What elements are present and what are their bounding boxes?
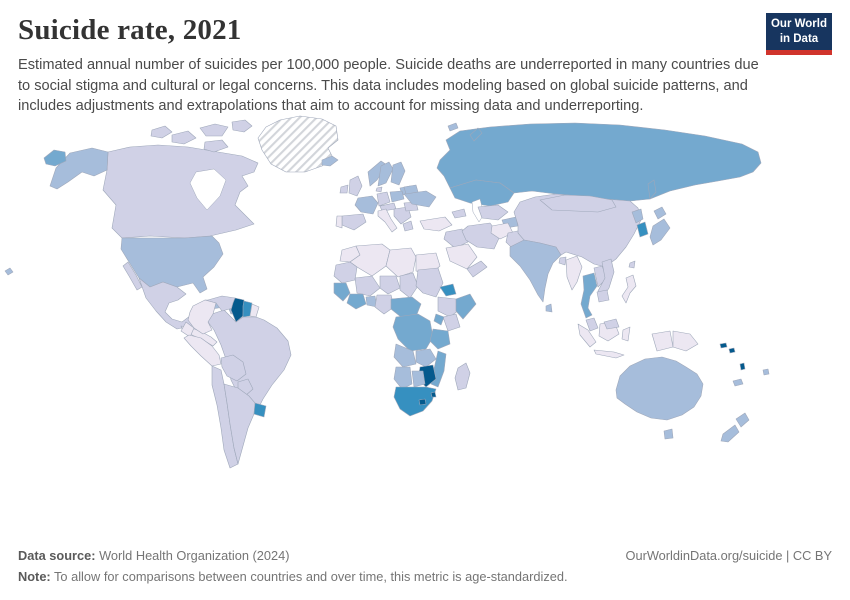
data-source-text: World Health Organization (2024) [95,548,290,563]
country-taiwan[interactable] [629,261,635,268]
legend-no-data-label: No data [215,496,263,511]
country-libya[interactable] [386,248,416,277]
legend-no-data-swatch[interactable] [215,514,263,527]
legend-tick-15: 15 [451,496,467,511]
country-solomon-islands[interactable] [720,343,735,353]
world-choropleth-map [0,106,850,492]
legend-segment-25-plus-arrow[interactable] [577,514,639,527]
note-line [18,569,568,584]
country-bangladesh[interactable] [559,257,566,265]
country-sudan[interactable] [416,268,443,297]
country-mexico[interactable] [139,278,195,329]
owid-logo [766,13,832,55]
country-sri-lanka[interactable] [546,304,552,312]
country-canada[interactable] [103,145,258,238]
country-belarus[interactable] [404,185,418,194]
region-uzbekistan-turkmenistan[interactable] [478,205,508,220]
map-legend [0,490,850,536]
region-senegal-guinea[interactable] [334,283,350,301]
country-japan[interactable] [650,207,670,245]
country-greece[interactable] [403,221,413,231]
owid-logo-line1: Our World [770,18,827,31]
country-australia-tasmania[interactable] [664,429,673,439]
country-spain[interactable] [342,214,366,230]
country-portugal[interactable] [336,216,342,228]
region-caucasus[interactable] [452,209,466,218]
country-myanmar[interactable] [566,256,582,290]
region-svalbard[interactable] [448,123,458,131]
country-lesotho[interactable] [419,399,426,405]
country-canada-arctic-1[interactable] [151,126,172,138]
country-ireland[interactable] [340,185,348,193]
country-canada-arctic-4[interactable] [232,120,252,132]
region-new-caledonia[interactable] [733,379,743,386]
country-uruguay[interactable] [254,403,266,417]
country-mauritania[interactable] [334,262,357,283]
legend-tick-25: 25 [569,496,585,511]
country-vanuatu[interactable] [740,363,745,370]
legend-segment-5-10[interactable] [341,514,400,527]
legend-tick-10: 10 [392,496,408,511]
country-kenya[interactable] [443,314,460,331]
country-ivory-coast[interactable] [347,294,366,309]
country-australia[interactable] [616,357,703,420]
region-hawaii[interactable] [5,268,13,275]
country-mali[interactable] [355,276,380,296]
legend-tick-5: 5 [337,496,345,511]
chart-footer [18,548,832,584]
data-source-label: Data source: [18,548,96,563]
owid-logo-line2: in Data [779,32,819,45]
country-poland[interactable] [390,191,404,202]
country-germany[interactable] [377,192,390,206]
country-canada-arctic-5[interactable] [204,140,228,152]
country-canada-arctic-3[interactable] [200,124,228,136]
credit-link[interactable]: OurWorldinData.org/suicide | CC BY [625,548,832,563]
legend-tick-0: 0 [278,496,286,511]
page-title: Suicide rate, 2021 [18,14,242,46]
country-peru[interactable] [184,335,221,366]
legend-segment-10-15[interactable] [400,514,459,527]
legend-tick-20: 20 [510,496,526,511]
country-eritrea[interactable] [440,284,456,296]
country-thailand[interactable] [581,273,597,318]
legend-segment-15-20[interactable] [459,514,518,527]
country-tanzania[interactable] [430,329,450,349]
country-eswatini[interactable] [431,392,436,397]
country-finland[interactable] [391,162,405,185]
country-denmark[interactable] [376,187,382,192]
country-south-korea[interactable] [637,222,648,237]
note-label: Note: [18,569,51,584]
country-papua-new-guinea[interactable] [673,331,698,351]
chart-subtitle: Estimated annual number of suicides per 100,000 people. Suicide deaths are underreported in many countries due to social stigma and cultural or legal concerns. This data includes modeling based on global suicide patterns, and includes adjustments and extrapolations that aim to account for missing data and underreporting. [18,57,759,115]
country-chad[interactable] [400,273,418,298]
country-cambodia[interactable] [597,290,609,302]
country-botswana[interactable] [412,371,425,387]
country-france[interactable] [355,196,378,214]
data-source-line [18,548,289,563]
country-south-africa[interactable] [394,387,436,416]
country-niger[interactable] [380,276,400,294]
country-india[interactable] [510,240,561,302]
country-turkey[interactable] [420,217,452,231]
country-somalia[interactable] [456,294,476,319]
country-uganda[interactable] [434,314,444,325]
country-canada-arctic-2[interactable] [172,131,196,144]
legend-segment-0-5[interactable] [282,514,341,527]
country-uk[interactable] [349,176,362,196]
country-philippines[interactable] [622,275,636,303]
country-zambia[interactable] [416,349,436,367]
country-fiji[interactable] [763,369,769,375]
country-namibia[interactable] [394,367,412,389]
note-text: To allow for comparisons between countries and over time, this metric is age-standardized. [50,569,568,584]
country-madagascar[interactable] [455,363,470,390]
legend-segment-20-25[interactable] [518,514,577,527]
country-new-zealand[interactable] [721,413,749,442]
country-saudi-arabia[interactable] [446,244,477,269]
